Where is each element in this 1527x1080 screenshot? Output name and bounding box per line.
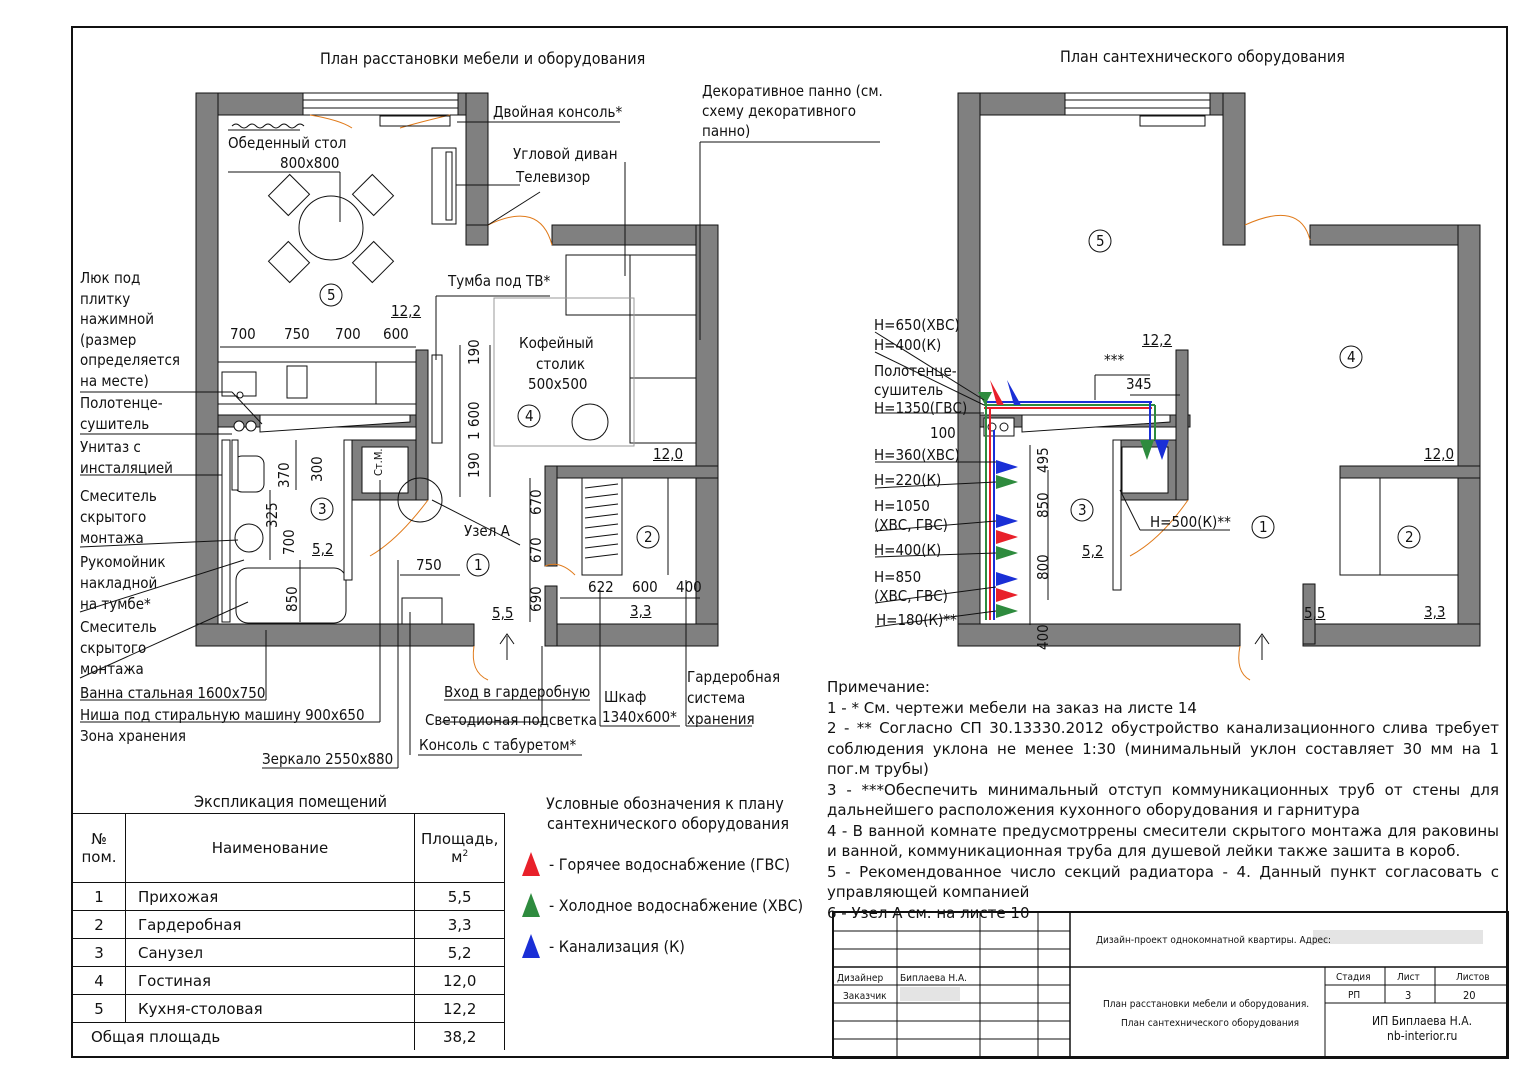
area-3-3-right: 3,3 (1424, 603, 1446, 621)
dim-750b: 750 (416, 556, 442, 574)
niche-label: Ниша под стиральную машину 900x650 (80, 706, 365, 724)
explication-title: Экспликация помещений (194, 792, 387, 811)
room-4-left: 4 (525, 407, 534, 425)
closet-label-1: Шкаф (604, 688, 647, 706)
led-label: Светодионая подсветка (425, 711, 598, 729)
note-4: 4 - В ванной комнате предусмотррены смесители скрытого монтажа для раковины и ванной, коммуникационная труба для душевой лейки также зашита в короб. (827, 821, 1499, 860)
note-2: 2 - ** Согласно СП 30.13330.2012 обустройство канализационного слива требует соблюдения уклона не менее 1:30 (минимальный уклон составляет 30 мм на 1 пог.м трубы) (827, 719, 1499, 778)
double-console-label: Двойная консоль* (493, 103, 623, 121)
stamp-project: Дизайн-проект однокомнатной квартиры. Адрес: (1096, 935, 1332, 946)
hatch-label-6: на месте) (80, 372, 149, 390)
note-3: 3 - ***Обеспечить минимальный отступ коммуникационных труб от стены для дальнейшего расположения кухонного оборудования и гарнитура (827, 780, 1499, 819)
room-2-right: 2 (1405, 528, 1414, 546)
stm-left: Ст.М. (372, 448, 385, 476)
towel-label-1: Полотенце- (80, 394, 163, 412)
legend-title-2: сантехнического оборудования (547, 814, 790, 833)
table-row: 2 Гардеробная 3,3 (73, 911, 505, 939)
note-6: 6 - Узел А см. на листе 10 (827, 903, 1030, 922)
mixer-label-3: монтажа (80, 529, 144, 547)
wc-label-2: инсталяцией (80, 459, 173, 477)
dim-370: 370 (275, 462, 293, 488)
mixer2-label-2: скрытого (80, 639, 147, 657)
dim-670b: 670 (527, 537, 545, 563)
coffee-label-3: 500x500 (528, 375, 588, 393)
room-1-right: 1 (1259, 518, 1268, 536)
dim-850: 850 (283, 586, 301, 612)
note-1: 1 - * См. чертежи мебели на заказ на листе 14 (827, 698, 1197, 717)
room-5-left: 5 (327, 286, 336, 304)
stamp-stage: РП (1348, 990, 1361, 1001)
mixer2-label-1: Смеситель (80, 618, 157, 636)
tv-stand-label: Тумба под ТВ* (448, 272, 551, 290)
sink-label-1: Рукомойник (80, 553, 166, 571)
dim-700a: 700 (230, 325, 256, 343)
dim-600b: 600 (632, 578, 658, 596)
h400k2-label: Н=400(К) (874, 541, 942, 559)
corner-sofa-label: Угловой диван (513, 145, 618, 163)
stamp-sheets-label: Листов (1456, 972, 1490, 983)
h1050-label-2: (ХВС, ГВС) (874, 516, 948, 534)
mixer2-label-3: монтажа (80, 660, 144, 678)
right-towel-label-1: Полотенце- (874, 362, 957, 380)
room-3-right: 3 (1078, 501, 1087, 519)
table-row: 1 Прихожая 5,5 (73, 883, 505, 911)
wc-label-1: Унитаз с (80, 438, 141, 456)
hatch-label-5: определяется (80, 351, 181, 369)
dim-190a: 190 (465, 339, 483, 365)
room-3-left: 3 (318, 500, 327, 518)
dim-700b: 700 (335, 325, 361, 343)
h360-label: Н=360(ХВС) (874, 446, 960, 464)
room-4-right: 4 (1347, 348, 1356, 366)
h1350-label: Н=1350(ГВС) (874, 399, 968, 417)
sink-label-2: накладной (80, 574, 158, 592)
stamp-sheet-title-2: План сантехнического оборудования (1121, 1018, 1300, 1029)
h220-label: Н=220(К) (874, 471, 942, 489)
dim-670a: 670 (527, 489, 545, 515)
dim-400: 400 (676, 578, 702, 596)
hatch-label-3: нажимной (80, 310, 155, 328)
area-5-5-right: 5,5 (1304, 604, 1326, 622)
h400k-label: Н=400(К) (874, 336, 942, 354)
dining-label-2: 800x800 (280, 154, 340, 172)
wardrobe-sys-label-2: система (687, 689, 746, 707)
closet-label-2: 1340x600* (602, 708, 677, 726)
mixer-label-2: скрытого (80, 508, 147, 526)
left-plan-title: План расстановки мебели и оборудования (320, 49, 646, 68)
right-plan-title: План сантехнического оборудования (1060, 47, 1345, 66)
exp-col-area: Площадь, $м^2$ (415, 814, 505, 883)
mirror-label: Зеркало 2550x880 (262, 750, 394, 768)
exp-col-num: № пом. (73, 814, 126, 883)
table-row: 3 Санузел 5,2 (73, 939, 505, 967)
tv-label: Телевизор (516, 168, 591, 186)
h650-label: Н=650(ХВС) (874, 316, 960, 334)
dim-325: 325 (263, 502, 281, 528)
dim-700v: 700 (280, 529, 298, 555)
exp-col-name: Наименование (126, 814, 415, 883)
stamp-company-2: nb-interior.ru (1387, 1029, 1458, 1043)
deco-panel-label-3: панно) (702, 122, 751, 140)
stamp-sheet-title-1: План расстановки мебели и оборудования. (1103, 999, 1310, 1010)
stamp-customer-label: Заказчик (843, 991, 887, 1002)
dim-622: 622 (588, 578, 614, 596)
wardrobe-sys-label-1: Гардеробная (687, 668, 781, 686)
d100-label: 100 (930, 424, 956, 442)
dim-800-right: 800 (1034, 554, 1052, 580)
h500-label: Н=500(К)** (1150, 513, 1231, 531)
h850-label-2: (ХВС, ГВС) (874, 587, 948, 605)
room-1-left: 1 (474, 556, 483, 574)
bath-label: Ванна стальная 1600x750 (80, 684, 266, 702)
stamp-sheet-label: Лист (1397, 972, 1420, 983)
stamp-designer: Биплаева Н.А. (900, 973, 968, 984)
legend-sewer-label: - Канализация (К) (549, 937, 685, 956)
mixer-label-1: Смеситель (80, 487, 157, 505)
hatch-label-1: Люк под (80, 269, 141, 287)
table-row: 5 Кухня-столовая 12,2 (73, 995, 505, 1023)
h850-label-1: Н=850 (874, 568, 922, 586)
dim-850-right: 850 (1034, 492, 1052, 518)
coffee-label-1: Кофейный (519, 334, 594, 352)
area-12-0-left: 12,0 (653, 445, 684, 463)
dim-690: 690 (527, 586, 545, 612)
console-stool-label: Консоль с табуретом* (419, 736, 577, 754)
dim-400-right: 400 (1034, 624, 1052, 650)
dim-495-right: 495 (1034, 447, 1052, 473)
hatch-label-4: (размер (80, 331, 137, 349)
coffee-label-2: столик (536, 355, 586, 373)
dim-300: 300 (308, 456, 326, 482)
stamp-sheets: 20 (1463, 989, 1476, 1002)
d345-label: 345 (1126, 375, 1152, 393)
area-5-2-left: 5,2 (312, 540, 334, 558)
h1050-label-1: Н=1050 (874, 497, 930, 515)
deco-panel-label-1: Декоративное панно (см. (702, 82, 883, 100)
dim-190b: 190 (465, 452, 483, 478)
room-5-right: 5 (1096, 232, 1105, 250)
area-5-5-left: 5,5 (492, 604, 514, 622)
sink-label-3: на тумбе* (80, 595, 151, 613)
dim-750: 750 (284, 325, 310, 343)
stamp-company-1: ИП Биплаева Н.А. (1372, 1014, 1473, 1028)
deco-panel-label-2: схему декоративного (702, 102, 857, 120)
area-3-3-left: 3,3 (630, 602, 652, 620)
legend-title-1: Условные обозначения к плану (546, 794, 784, 813)
towel-label-2: сушитель (80, 415, 150, 433)
note-5: 5 - Рекомендованное число секций радиатора - 4. Данный пункт согласовать с управляющей компанией (827, 862, 1499, 901)
notes-title: Примечание: (827, 678, 930, 696)
hatch-label-2: плитку (80, 290, 131, 308)
wardrobe-sys-label-3: хранения (687, 710, 755, 728)
stamp-sheet: 3 (1405, 989, 1412, 1002)
stamp-stage-label: Стадия (1336, 972, 1371, 983)
h180-label: Н=180(К)** (876, 611, 957, 629)
table-total-row: Общая площадь 38,2 (73, 1023, 505, 1051)
room-2-left: 2 (644, 528, 653, 546)
node-a-label: Узел А (464, 522, 510, 540)
legend-hot-label: - Горячее водоснабжение (ГВС) (549, 855, 790, 874)
area-12-2-right: 12,2 (1142, 331, 1173, 349)
stars-label: *** (1104, 351, 1125, 369)
dining-label-1: Обеденный стол (228, 134, 347, 152)
area-5-2-right: 5,2 (1082, 542, 1104, 560)
stamp-designer-label: Дизайнер (837, 973, 884, 984)
dim-1600: 1 600 (465, 401, 483, 440)
table-row: 4 Гостиная 12,0 (73, 967, 505, 995)
wardrobe-entry-label: Вход в гардеробную (444, 683, 591, 701)
right-towel-label-2: сушитель (874, 381, 944, 399)
legend-cold-label: - Холодное водоснабжение (ХВС) (549, 896, 804, 915)
area-12-0-right: 12,0 (1424, 445, 1455, 463)
area-12-2-left: 12,2 (391, 302, 422, 320)
storage-label: Зона хранения (80, 727, 186, 745)
dim-600: 600 (383, 325, 409, 343)
